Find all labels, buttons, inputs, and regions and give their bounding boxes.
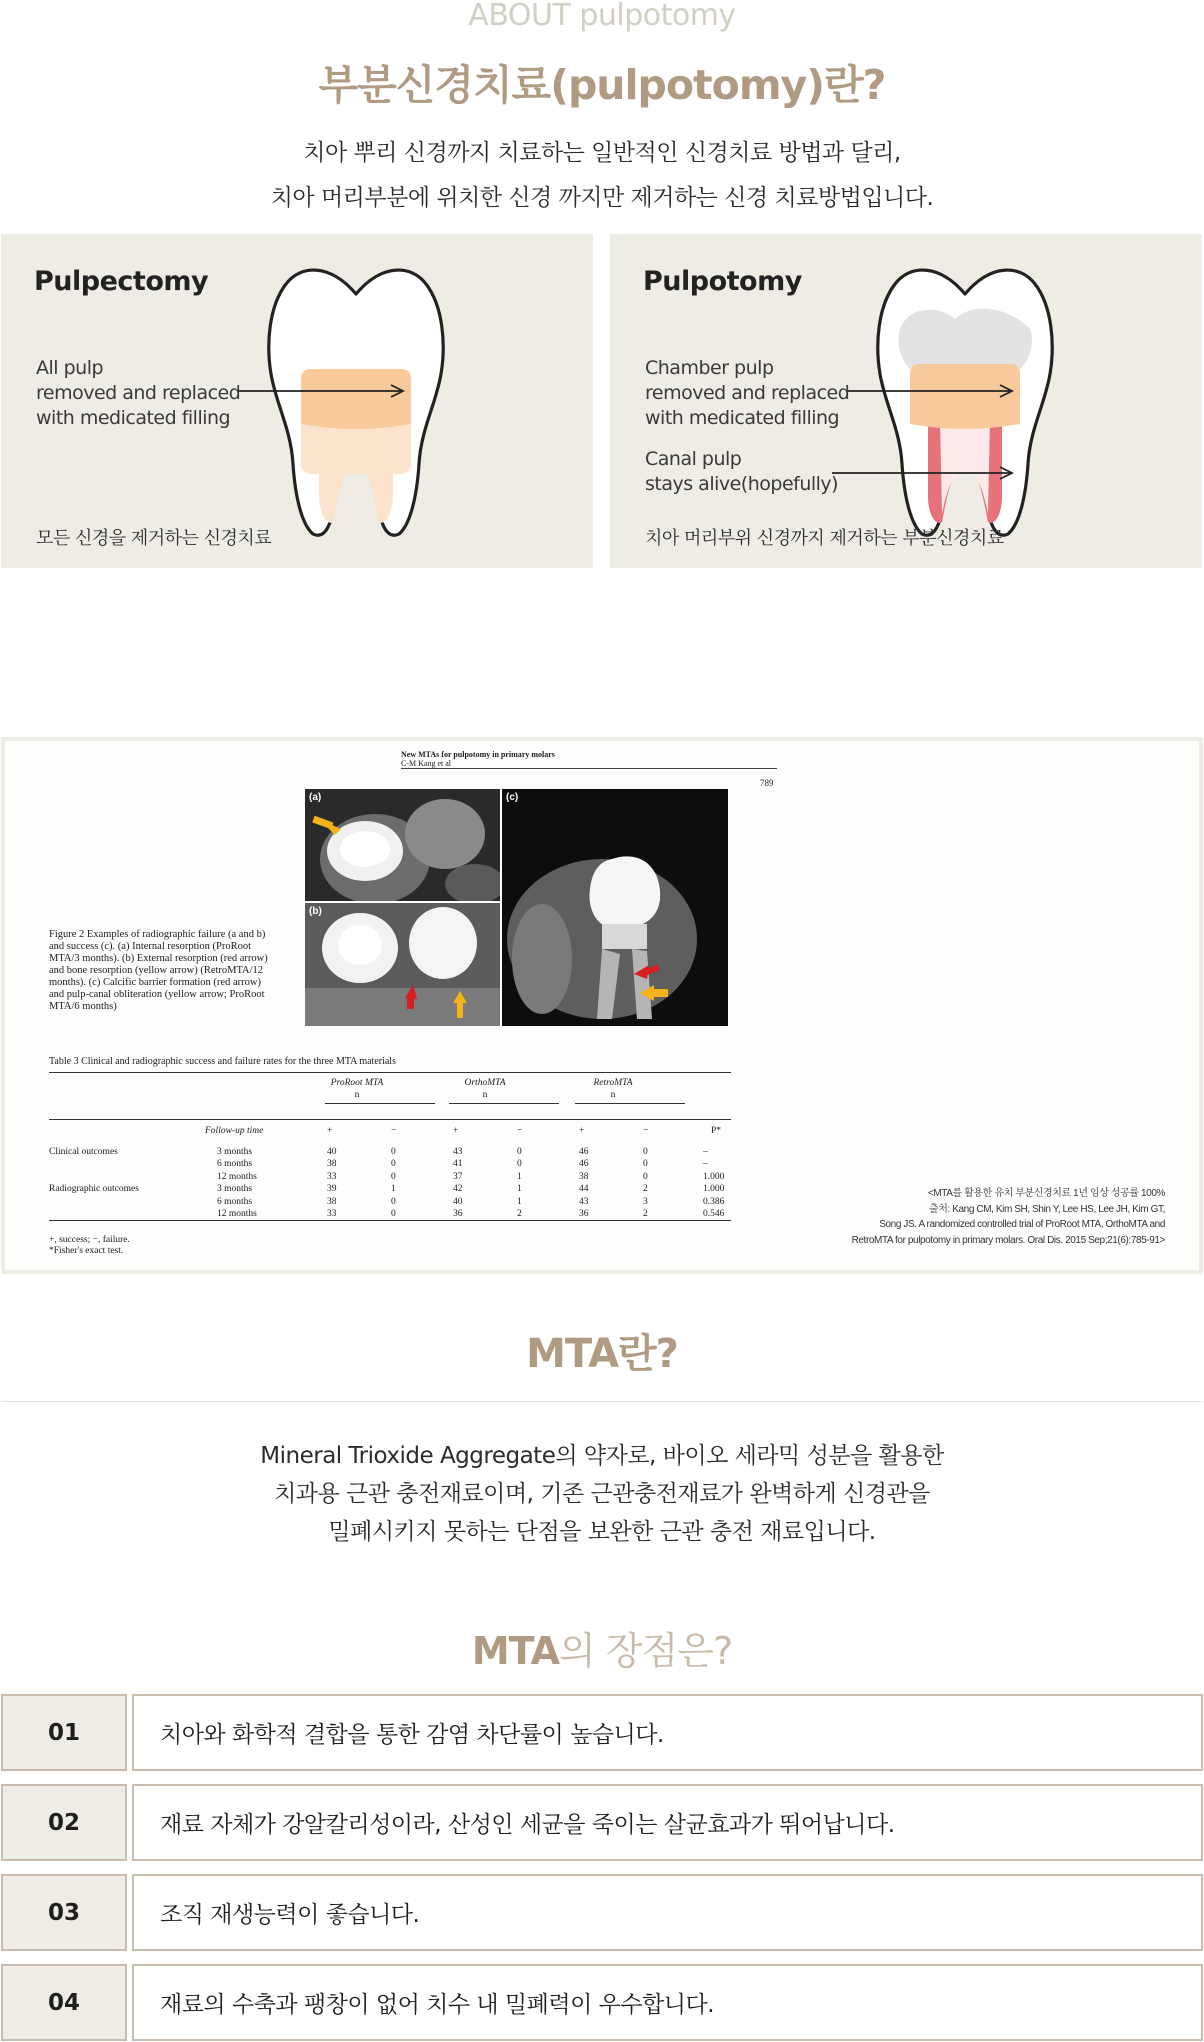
section-eyebrow: ABOUT pulpotomy	[468, 0, 736, 33]
table-cell: 0	[643, 1159, 648, 1170]
table-cell: 40	[453, 1196, 463, 1207]
table-cell-p: 1.000	[703, 1171, 725, 1182]
table-cell: 33	[327, 1209, 337, 1219]
table-group-label: Radiographic outcomes	[49, 1184, 139, 1195]
advantage-text: 재료 자체가 강알칼리성이라, 산성인 세균을 죽이는 살균효과가 뛰어납니다.	[132, 1784, 1203, 1861]
material-header: RetroMTA	[593, 1078, 633, 1088]
mta-desc-line: 밀폐시키지 못하는 단점을 보완한 근관 충전 재료입니다.	[328, 1519, 876, 1545]
table-cell-time: 12 months	[217, 1171, 257, 1182]
sign-header: −	[391, 1126, 397, 1136]
table-cell: 36	[453, 1209, 463, 1219]
sign-header: −	[643, 1126, 649, 1136]
xray-panel-b	[305, 903, 500, 1026]
table-cell: 41	[453, 1159, 463, 1170]
table-cell: 43	[579, 1196, 589, 1207]
header-underline	[325, 1103, 435, 1104]
panel-footer: 모든 신경을 제거하는 신경치료	[36, 528, 272, 549]
sign-header: +	[327, 1126, 333, 1136]
pulpectomy-description	[36, 356, 240, 431]
page-title: 부분신경치료(pulpotomy)란?	[318, 61, 886, 109]
table-cell: 38	[327, 1159, 337, 1170]
sign-header: +	[453, 1126, 459, 1136]
panel-title: Pulpotomy	[643, 266, 802, 297]
table-header-rule	[49, 1119, 731, 1120]
xray-panel-c	[502, 789, 728, 1026]
table-cell: 0	[517, 1147, 522, 1157]
table-caption: Table 3 Clinical and radiographic success and failure rates for the three MTA materials	[49, 1056, 396, 1067]
mta-desc-line: Mineral Trioxide Aggregate의 약자로, 바이오 세라믹 성분을 활용한	[260, 1443, 944, 1469]
desc-line: removed and replaced	[645, 382, 850, 404]
table-cell: 39	[327, 1184, 337, 1195]
desc-line: with medicated filling	[645, 407, 840, 429]
pulpectomy-panel	[1, 234, 593, 568]
table-cell-p: 1.000	[703, 1184, 725, 1195]
desc-line: Chamber pulp	[645, 357, 774, 379]
mta-title: MTA란?	[526, 1331, 678, 1377]
sign-header: −	[517, 1126, 523, 1136]
header-rule	[401, 768, 777, 769]
table-cell: 44	[579, 1184, 589, 1195]
desc-line: All pulp	[36, 357, 104, 379]
header-underline	[575, 1103, 685, 1104]
table-cell: 3	[643, 1196, 648, 1207]
table-bottom-rule	[49, 1220, 731, 1221]
advantages-title-rest: 의 장점은?	[559, 1629, 733, 1673]
intro-text	[0, 131, 1204, 221]
table-cell-p: –	[703, 1147, 708, 1157]
table-cell-time: 12 months	[217, 1209, 257, 1219]
canal-pulp-description	[645, 447, 838, 497]
table-cell: 33	[327, 1171, 337, 1182]
n-header: n	[354, 1090, 360, 1100]
panel-footer: 치아 머리부위 신경까지 제거하는 부분신경치료	[645, 528, 1004, 549]
advantages-title	[0, 1620, 1204, 1675]
table-cell: 38	[579, 1171, 589, 1182]
table-cell-time: 3 months	[217, 1147, 253, 1157]
section-divider	[1, 1401, 1203, 1402]
citation-line: RetroMTA for pulpotomy in primary molars. Oral Dis. 2015 Sep;21(6):785-91>	[851, 1234, 1165, 1246]
table-cell: 46	[579, 1159, 589, 1170]
desc-line: stays alive(hopefully)	[645, 473, 839, 495]
table-cell: 1	[517, 1196, 522, 1207]
table-cell: 1	[517, 1184, 522, 1195]
table-cell: 0	[517, 1159, 522, 1170]
footnote: +, success; −, failure.	[49, 1235, 130, 1245]
advantages-title-bold: MTA	[471, 1629, 560, 1673]
chamber-pulp-description	[645, 356, 849, 431]
material-header: OrthoMTA	[464, 1078, 506, 1088]
panel-label: (b)	[309, 906, 322, 917]
table-cell: 40	[327, 1147, 337, 1157]
header-underline	[449, 1103, 559, 1104]
advantage-text: 조직 재생능력이 좋습니다.	[132, 1874, 1203, 1951]
table-top-rule	[49, 1072, 731, 1073]
sign-header: +	[579, 1126, 585, 1136]
table-cell: 2	[643, 1184, 648, 1195]
table-cell: 46	[579, 1147, 589, 1157]
advantage-number: 03	[1, 1874, 127, 1951]
table-cell: 42	[453, 1184, 463, 1195]
desc-line: with medicated filling	[36, 407, 231, 429]
table-cell: 0	[643, 1147, 648, 1157]
paper-running-title: New MTAs for pulpotomy in primary molars	[401, 750, 555, 759]
figure-caption: Figure 2 Examples of radiographic failure (a and b) and success (c). (a) Internal resorption (ProRoot MTA/3 months). (b) External resorption (red arrow) and bone resorption (yellow arrow) (RetroMTA/12 months). (c) Calcific barrier formation (red arrow) and pulp-canal obliteration (yellow arrow; ProRoot MTA/6 months)	[49, 929, 268, 1012]
advantage-number: 04	[1, 1964, 127, 2041]
research-paper-excerpt	[1, 737, 1203, 1274]
table-cell: 37	[453, 1171, 463, 1182]
table-cell: 0	[391, 1209, 396, 1219]
table-cell-p: 0.546	[703, 1209, 725, 1219]
table-cell: 0	[391, 1147, 396, 1157]
table-cell: 2	[643, 1209, 648, 1219]
table-cell: 1	[391, 1184, 396, 1195]
pulpotomy-panel	[610, 234, 1202, 568]
table-cell: 1	[517, 1171, 522, 1182]
page-number: 789	[760, 778, 774, 788]
table-cell-p: 0.386	[703, 1196, 725, 1207]
yellow-arrow	[652, 989, 668, 997]
table-cell: 36	[579, 1209, 589, 1219]
mta-description	[0, 1437, 1204, 1551]
table-footnotes	[49, 1235, 130, 1257]
advantage-text: 재료의 수축과 팽창이 없어 치수 내 밀폐력이 우수합니다.	[132, 1964, 1203, 2041]
citation-line: 출처: Kang CM, Kim SH, Shin Y, Lee HS, Lee JH, Kim GT,	[928, 1203, 1165, 1215]
table-cell: 0	[643, 1171, 648, 1182]
citation-line: Song JS. A randomized controlled trial of ProRoot MTA, OrthoMTA and	[879, 1219, 1165, 1230]
desc-line: Canal pulp	[645, 448, 742, 470]
table-cell: 0	[391, 1171, 396, 1182]
footnote: *Fisher's exact test.	[49, 1246, 124, 1256]
panel-title: Pulpectomy	[34, 266, 209, 297]
mta-desc-line: 치과용 근관 충전재료이며, 기존 근관충전재료가 완벽하게 신경관을	[274, 1481, 930, 1507]
table-cell: 0	[391, 1159, 396, 1170]
table-cell: 38	[327, 1196, 337, 1207]
n-header: n	[482, 1090, 488, 1100]
advantage-number: 01	[1, 1694, 127, 1771]
table-cell-p: –	[703, 1159, 708, 1170]
intro-line: 치아 뿌리 신경까지 치료하는 일반적인 신경치료 방법과 달리,	[303, 140, 901, 166]
table-cell-time: 6 months	[217, 1196, 253, 1207]
xray-panel-a	[305, 789, 500, 901]
table-cell: 2	[517, 1209, 522, 1219]
intro-line: 치아 머리부분에 위치한 신경 까지만 제거하는 신경 치료방법입니다.	[270, 185, 934, 211]
p-header: P*	[711, 1126, 722, 1136]
table-cell-time: 3 months	[217, 1184, 253, 1195]
table-cell: 43	[453, 1147, 463, 1157]
panel-label: (a)	[309, 792, 322, 803]
desc-line: removed and replaced	[36, 382, 241, 404]
paper-authors: C-M Kang et al	[401, 759, 451, 768]
table-cell: 0	[391, 1196, 396, 1207]
followup-header: Follow-up time	[205, 1126, 264, 1136]
material-header: ProRoot MTA	[330, 1078, 384, 1088]
advantage-number: 02	[1, 1784, 127, 1861]
citation	[785, 1186, 1165, 1248]
table-cell-time: 6 months	[217, 1159, 253, 1170]
table-group-label: Clinical outcomes	[49, 1147, 118, 1157]
n-header: n	[610, 1090, 616, 1100]
advantage-text: 치아와 화학적 결합을 통한 감염 차단률이 높습니다.	[132, 1694, 1203, 1771]
panel-label: (c)	[506, 792, 519, 803]
citation-line: <MTA를 활용한 유치 부분신경치료 1년 임상 성공률 100%	[927, 1188, 1165, 1199]
